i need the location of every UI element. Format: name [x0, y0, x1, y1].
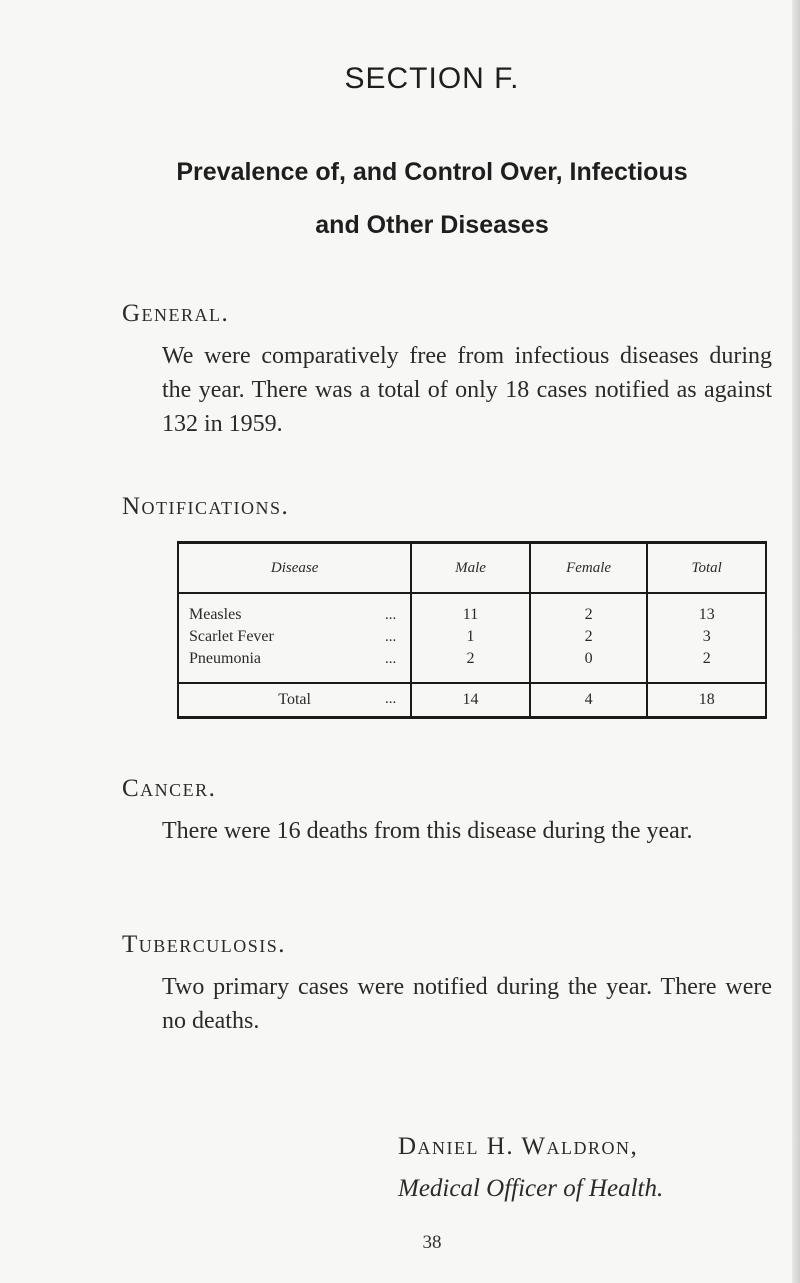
page-title-line-1: Prevalence of, and Control Over, Infectious — [176, 158, 688, 186]
disease-cell — [178, 648, 411, 683]
total-label-cell — [178, 683, 411, 718]
table-header-row — [178, 543, 766, 594]
column-header-total: Total — [647, 543, 766, 594]
page-edge — [792, 0, 800, 1283]
column-header-female: Female — [530, 543, 648, 594]
notifications-heading: Notifications. — [122, 493, 290, 520]
total-cell: 3 — [647, 626, 766, 648]
male-cell: 11 — [411, 593, 530, 626]
notifications-table — [177, 541, 767, 719]
general-paragraph: We were comparatively free from infectious diseases during the year. There was a total of only 18 cases notified as against 132 in 1959. — [162, 343, 772, 437]
total-cell: 13 — [647, 593, 766, 626]
disease-cell — [178, 593, 411, 626]
dot-leader: ... — [384, 607, 397, 623]
tuberculosis-heading: Tuberculosis. — [122, 931, 287, 958]
cancer-heading: Cancer. — [122, 775, 217, 802]
female-total-cell: 4 — [530, 683, 648, 718]
disease-name: Measles — [189, 606, 242, 623]
table-row — [178, 648, 766, 683]
disease-name: Pneumonia — [189, 650, 261, 667]
signature-title: Medical Officer of Health. — [398, 1175, 664, 1202]
female-cell: 2 — [530, 626, 648, 648]
female-cell: 2 — [530, 593, 648, 626]
female-cell: 0 — [530, 648, 648, 683]
tuberculosis-paragraph: Two primary cases were notified during the year. There were no deaths. — [162, 974, 772, 1034]
male-cell: 2 — [411, 648, 530, 683]
page-number: 38 — [422, 1232, 442, 1253]
disease-cell — [178, 626, 411, 648]
table-row — [178, 593, 766, 626]
section-title: SECTION F. — [344, 62, 520, 95]
general-heading: General. — [122, 300, 230, 327]
grand-total-cell: 18 — [647, 683, 766, 718]
total-label: Total — [278, 691, 311, 708]
table-total-row — [178, 683, 766, 718]
dot-leader: ... — [384, 691, 397, 707]
page-title-line-2: and Other Diseases — [315, 211, 549, 239]
dot-leader: ... — [384, 629, 397, 645]
signature-name: Daniel H. Waldron, — [398, 1133, 639, 1160]
male-total-cell: 14 — [411, 683, 530, 718]
column-header-disease: Disease — [178, 543, 411, 594]
male-cell: 1 — [411, 626, 530, 648]
table-row — [178, 626, 766, 648]
total-cell: 2 — [647, 648, 766, 683]
dot-leader: ... — [384, 651, 397, 667]
cancer-paragraph: There were 16 deaths from this disease during the year. — [162, 818, 693, 844]
disease-name: Scarlet Fever — [189, 628, 274, 645]
column-header-male: Male — [411, 543, 530, 594]
